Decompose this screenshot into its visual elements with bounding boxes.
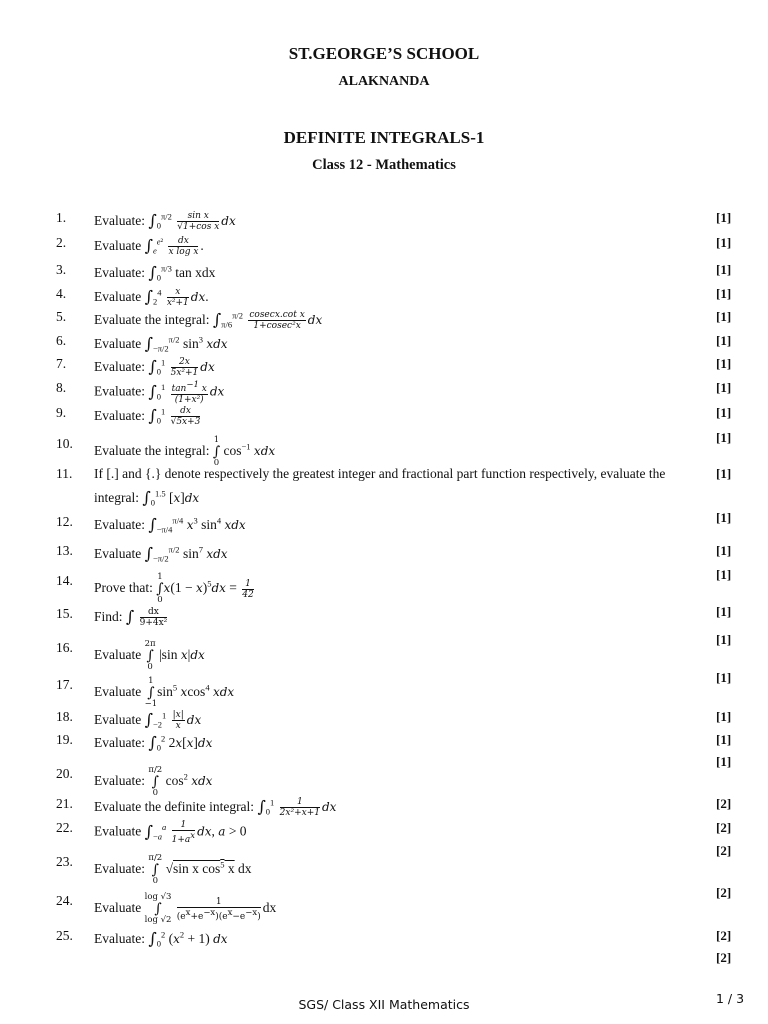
question-text: Evaluate: $\int_0^2$ $(x^2 + 1)$ dx (94, 929, 228, 949)
question-text: Evaluate $\int_{-\pi/2}^{\pi/2}$ $\sin^7$ xdx (94, 544, 228, 564)
question-text: Evaluate: $\int_0^1$ $\frac{\tan^{-1} x}{\text{(1+x²)}}$ dx (94, 380, 225, 405)
question-number: 1. (56, 210, 67, 225)
question-text: Evaluate: π/2 ∫ 0 √sin x $\cos^5 x$ dx (94, 853, 252, 886)
question-number: 20. (56, 766, 73, 781)
question-text: Prove that: 1 ∫ $0x(1 - x)^5dx$ = $\frac{1}{42}$ (94, 572, 254, 605)
question-text: Find: ∫ $\frac{dx}{\text{9+4x²}}$ (94, 607, 168, 629)
question-number: 14. (56, 573, 73, 588)
school-name: ST.GEORGE’S SCHOOL (288, 44, 480, 63)
marks: [1] (716, 466, 732, 481)
question-number: 9. (56, 405, 67, 420)
question-text: Evaluate $\int_2^4$ $\frac{x}{\text{x²+1}}$ dx. (94, 287, 209, 309)
marks: [1] (716, 380, 732, 395)
branch-name: ALAKNANDA (338, 74, 430, 89)
marks: [1] (716, 356, 732, 371)
marks: [1] (716, 754, 732, 769)
question-number: 13. (56, 543, 73, 558)
question-text: Evaluate: $\int_0^2$ 2x[x]dx (94, 733, 213, 753)
page-number: 1 / 3 (716, 991, 745, 1006)
question-number: 6. (56, 333, 67, 348)
question-text: Evaluate the integral: 1 ∫ 0 $\cos^{-1}$ xdx (94, 435, 276, 468)
question-text: Evaluate: $\int_{-\pi/4}^{\pi/4}$ $x^3$ $\sin^4$ xdx (94, 515, 246, 535)
marks: [1] (716, 604, 732, 619)
marks: [1] (716, 543, 732, 558)
question-text: Evaluate $\int_e^{e^2}$ $\frac{dx}{\text{x log x}}$ . (94, 236, 204, 258)
marks: [1] (716, 333, 732, 348)
marks: [2] (716, 950, 732, 965)
question-text-continued: integral: $\int_0^{1.5}$ [x]dx (94, 488, 200, 508)
question-text: Evaluate $\int_{-a}^a$ $\frac{1}{1+a^x}$ dx, a > 0 (94, 820, 247, 845)
marks: [2] (716, 928, 732, 943)
question-number: 3. (56, 262, 67, 277)
marks: [1] (716, 732, 732, 747)
question-number: 12. (56, 514, 73, 529)
question-number: 21. (56, 796, 73, 811)
question-number: 2. (56, 235, 67, 250)
footer-text: SGS/ Class XII Mathematics (298, 997, 470, 1012)
question-text: Evaluate the definite integral: $\int_0^1$ $\frac{1}{\text{2x²+x+1}}$ dx (94, 797, 337, 819)
marks: [1] (716, 632, 732, 647)
marks: [1] (716, 567, 732, 582)
question-number: 23. (56, 854, 73, 869)
marks: [2] (716, 796, 732, 811)
marks: [1] (716, 709, 732, 724)
question-number: 5. (56, 309, 67, 324)
question-number: 17. (56, 677, 73, 692)
question-number: 4. (56, 286, 67, 301)
marks: [1] (716, 210, 732, 225)
question-number: 11. (56, 466, 73, 481)
question-text: Evaluate log √3 ∫ log √2 $\frac{1}{(e^x+e^{-x})(e^x-e^{-x})}$ dx (94, 892, 277, 925)
question-text: Evaluate $\int_{-\pi/2}^{\pi/2}$ $\sin^3$ xdx (94, 334, 228, 354)
marks: [2] (716, 843, 732, 858)
marks: [1] (716, 670, 732, 685)
question-number: 10. (56, 436, 73, 451)
marks: [1] (716, 262, 732, 277)
question-text: Evaluate the integral: $\int_{\pi/6}^{\pi/2}$ $\frac{\text{cosecx.cot x}}{\text{1+cosec²x}}$ dx (94, 310, 323, 332)
question-text: Evaluate: $\int_0^1$ $\frac{2x}{\text{5x²+1}}$ dx (94, 357, 215, 379)
question-number: 22. (56, 820, 73, 835)
class-subtitle: Class 12 - Mathematics (312, 157, 456, 173)
question-text: Evaluate: π/2 ∫ 0 $\cos^2$ xdx (94, 765, 213, 798)
question-text: Evaluate $\int_{-2}^1$ $\frac{|x|}{x}$ dx (94, 710, 202, 732)
marks: [1] (716, 430, 732, 445)
question-text: Evaluate: $\int_0^1$ $\frac{dx}{√5x+3}$ (94, 406, 201, 428)
marks: [1] (716, 309, 732, 324)
question-number: 7. (56, 356, 67, 371)
question-number: 19. (56, 732, 73, 747)
question-text: If [.] and {.} denote respectively the greatest integer and fractional part function respectively, evaluate the (94, 466, 666, 481)
question-number: 18. (56, 709, 73, 724)
marks: [2] (716, 885, 732, 900)
worksheet-title: DEFINITE INTEGRALS-1 (283, 128, 485, 147)
question-number: 16. (56, 640, 73, 655)
question-number: 24. (56, 893, 73, 908)
marks: [2] (716, 820, 732, 835)
marks: [1] (716, 286, 732, 301)
question-number: 8. (56, 380, 67, 395)
marks: [1] (716, 235, 732, 250)
question-text: Evaluate: $\int_0^{\pi/3}$ tan xdx (94, 263, 216, 283)
marks: [1] (716, 510, 732, 525)
question-text: Evaluate 2π ∫ 0 |sin x|dx (94, 639, 205, 672)
marks: [1] (716, 405, 732, 420)
question-number: 15. (56, 606, 73, 621)
question-text: Evaluate 1 ∫ $-1\sin^5$ xcos$^4$ xdx (94, 676, 235, 709)
question-text: Evaluate: $\int_0^{\pi/2}$ $\frac{\text{sin x}}{\text{√1+cos x}}$ dx (94, 211, 236, 233)
question-number: 25. (56, 928, 73, 943)
